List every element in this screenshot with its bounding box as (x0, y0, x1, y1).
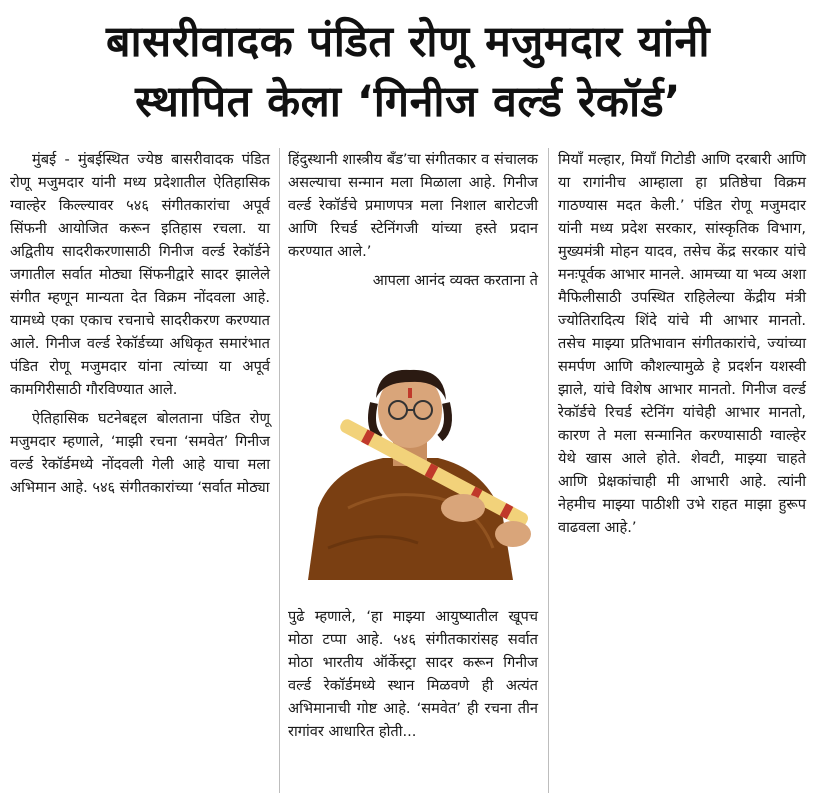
article-column-2 (288, 148, 538, 292)
article-column-2-continued (288, 590, 538, 757)
paragraph: मुंबई - मुंबईस्थित ज्येष्ठ बासरीवादक पंडित रोणू मजुमदार यांनी मध्य प्रदेशातील ऐतिहासिक ग्वाल्हेर किल्ल्यावर ५४६ संगीतकारांचा अपूर्व सिंफनी आयोजित करून इतिहास रचला. या अद्वितीय सादरीकरणासाठी गिनीज वर्ल्ड रेकॉर्डने जगातील सर्वात मोठ्या सिंफनीद्वारे सादर झालेले संगीत म्हणून मान्यता देत विक्रम नोंदवला आहे. यामध्ये एका एकाच रचनाचे सादरीकरण करण्यात आले. गिनीज वर्ल्ड रेकॉर्डच्या अधिकृत समारंभात पंडित रोणू मजुमदार यांना त्यांच्या या अपूर्व कामगिरीसाठी गौरविण्यात आले. (10, 151, 270, 398)
flautist-illustration (288, 358, 538, 580)
article-column-3 (558, 148, 806, 539)
headline (0, 12, 816, 132)
column-divider (279, 148, 280, 793)
photo-flautist (288, 358, 538, 580)
headline-line-2: स्थापित केला ‘गिनीज वर्ल्ड रेकॉर्ड’ (135, 77, 681, 127)
paragraph: ऐतिहासिक घटनेबद्दल बोलताना पंडित रोणू मजुमदार म्हणाले, ‘माझी रचना ‘समवेत’ गिनीज वर्ल्ड रेकॉर्डमध्ये नोंदवली गेली आहे याचा मला अभिमान आहे. ५४६ संगीतकारांच्या ‘सर्वात मोठ्या (10, 410, 270, 496)
paragraph: पुढे म्हणाले, ‘हा माझ्या आयुष्यातील खूपच मोठा टप्पा आहे. ५४६ संगीतकारांसह सर्वात मोठा भारतीय ऑर्केस्ट्रा सादर करून गिनीज वर्ल्ड रेकॉर्डमध्ये स्थान मिळवणे ही अत्यंत अभिमानाची गोष्ट आहे. ‘समवेत’ ही रचना तीन रागांवर आधारित होती... (288, 607, 538, 740)
column-divider (548, 148, 549, 793)
paragraph: हिंदुस्थानी शास्त्रीय बँड’चा संगीतकार व संचालक असल्याचा सन्मान मला मिळाला आहे. गिनीज वर्ल्ड रेकॉर्डचे प्रमाणपत्र मला निशाल बारोटजी आणि रिचर्ड स्टेनिंगजी यांच्या हस्ते प्रदान करण्यात आले.’ (288, 151, 538, 260)
paragraph: मियाँ मल्हार, मियाँ गिटोडी आणि दरबारी आणि या रागांनीच आम्हाला हा प्रतिष्ठेचा विक्रम गाठण्यास मदत केली.’ पंडित रोणू मजुमदार यांनी मध्य प्रदेश सरकार, सांस्कृतिक विभाग, मुख्यमंत्री मोहन यादव, तसेच केंद्र सरकार यांचे मनःपूर्वक आभार मानले. आमच्या या भव्य अशा मैफिलीसाठी उपस्थित राहिलेल्या केंद्रीय मंत्री ज्योतिरादित्य शिंदे यांचे मी आभार मानतो. तसेच माझ्या प्रतिभावान संगीतकारांचे, ज्यांच्या समर्पण आणि कौशल्यामुळे हे प्रदर्शन यशस्वी झाले, यांचे विशेष आभार मानतो. गिनीज वर्ल्ड रेकॉर्डचे रिचर्ड स्टेनिंग यांचेही आभार मानतो, कारण ते मला सन्मानित करण्यासाठी ग्वाल्हेर येथे खास आले होते. शेवटी, माझ्या चाहते आणि प्रेक्षकांचाही मी आभारी आहे. त्यांनी नेहमीच माझ्या पाठीशी उभे राहत माझा हुरूप वाढवला आहे.’ (558, 151, 806, 536)
paragraph: आपला आनंद व्यक्त करताना ते (372, 272, 538, 289)
article-column-1 (10, 148, 270, 499)
headline-line-1: बासरीवादक पंडित रोणू मजुमदार यांनी (105, 17, 711, 67)
